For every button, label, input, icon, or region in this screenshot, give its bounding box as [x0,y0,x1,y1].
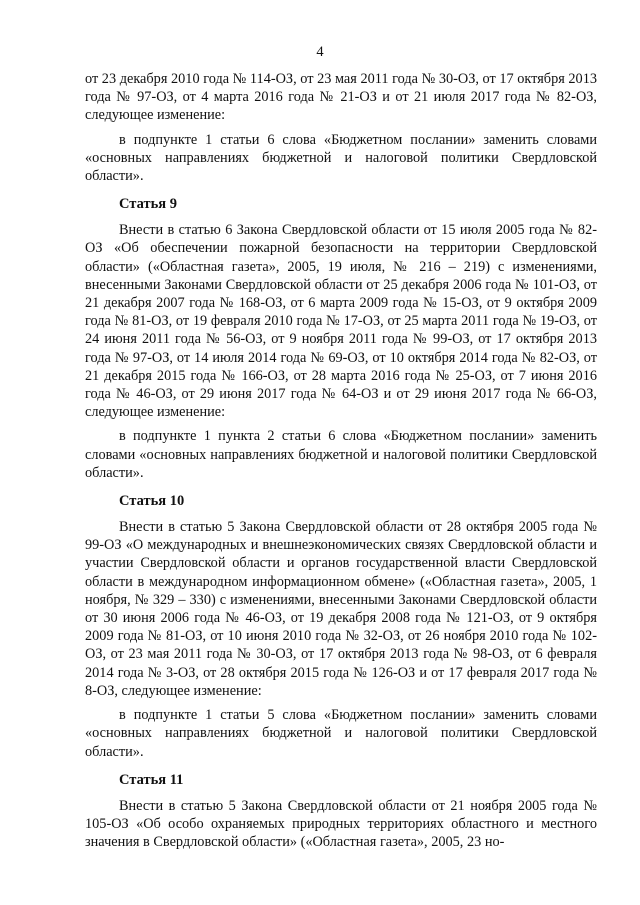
paragraph-intro: от 23 декабря 2010 года № 114-ОЗ, от 23 мая 2011 года № 30-ОЗ, от 17 октября 2013 года № 97-ОЗ, от 4 марта 2016 года № 21-ОЗ и от 21 июля 2017 года № 82-ОЗ, следующее изменение: [85,71,597,124]
article-11-title: Статья 11 [119,771,184,788]
article-9-title: Статья 9 [119,196,177,213]
article-9-change: в подпункте 1 пункта 2 статьи 6 слова «Бюджетном послании» заменить словами «основных направлениях бюджетной и налоговой политики Свердловской области». [85,428,597,481]
article-10-body: Внести в статью 5 Закона Свердловской области от 28 октября 2005 года № 99-ОЗ «О международных и внешнеэкономических связях Свердловской области и участии Свердловской области и органов государственной власти Свердловской области в международном информационном обмене» («Областная газета», 2005, 1 ноября, № 329 – 330) с изменениями, внесенными Законами Свердловской области от 30 июня 2006 года № 46-ОЗ, от 19 декабря 2008 года № 121-ОЗ, от 9 октября 2009 года № 81-ОЗ, от 10 июня 2010 года № 32-ОЗ, от 26 ноября 2010 года № 102-ОЗ, от 23 мая 2011 года № 30-ОЗ, от 17 октября 2013 года № 98-ОЗ, от 6 февраля 2014 года № 3-ОЗ, от 28 октября 2015 года № 126-ОЗ и от 17 февраля 2017 года № 8-ОЗ, следующее изменение: [85,519,597,699]
article-11-body: Внести в статью 5 Закона Свердловской области от 21 ноября 2005 года № 105-ОЗ «Об особо охраняемых природных территориях областного и местного значения в Свердловской области» («Областная газета», 2005, 23 но- [85,797,597,851]
article-10-title: Статья 10 [119,493,185,510]
article-9-body: Внести в статью 6 Закона Свердловской области от 15 июля 2005 года № 82-ОЗ «Об обеспечении пожарной безопасности на территории Свердловской области» («Областная газета», 2005, 19 июля, № 216 – 219) с изменениями, внесенными Законами Свердловской области от 25 декабря 2006 года № 101-ОЗ, от 21 декабря 2007 года № 168-ОЗ, от 6 марта 2009 года № 15-ОЗ, от 9 октября 2009 года № 81-ОЗ, от 19 февраля 2010 года № 17-ОЗ, от 25 марта 2011 года № 19-ОЗ, от 24 июня 2011 года № 56-ОЗ, от 9 ноября 2011 года № 99-ОЗ, от 17 октября 2013 года № 97-ОЗ, от 14 июля 2014 года № 69-ОЗ, от 10 октября 2014 года № 82-ОЗ, от 21 декабря 2015 года № 166-ОЗ, от 28 марта 2016 года № 25-ОЗ, от 7 июня 2016 года № 46-ОЗ, от 29 июня 2017 года № 64-ОЗ и от 29 июня 2017 года № 66-ОЗ, следующее изменение: [85,222,597,421]
document-body [85,70,597,851]
paragraph-intro-change: в подпункте 1 статьи 6 слова «Бюджетном послании» заменить словами «основных направлениях бюджетной и налоговой политики Свердловской области». [85,131,597,185]
article-10-change: в подпункте 1 статьи 5 слова «Бюджетном послании» заменить словами «основных направлениях бюджетной и налоговой политики Свердловской области». [85,707,597,760]
page-number: 4 [316,44,324,60]
